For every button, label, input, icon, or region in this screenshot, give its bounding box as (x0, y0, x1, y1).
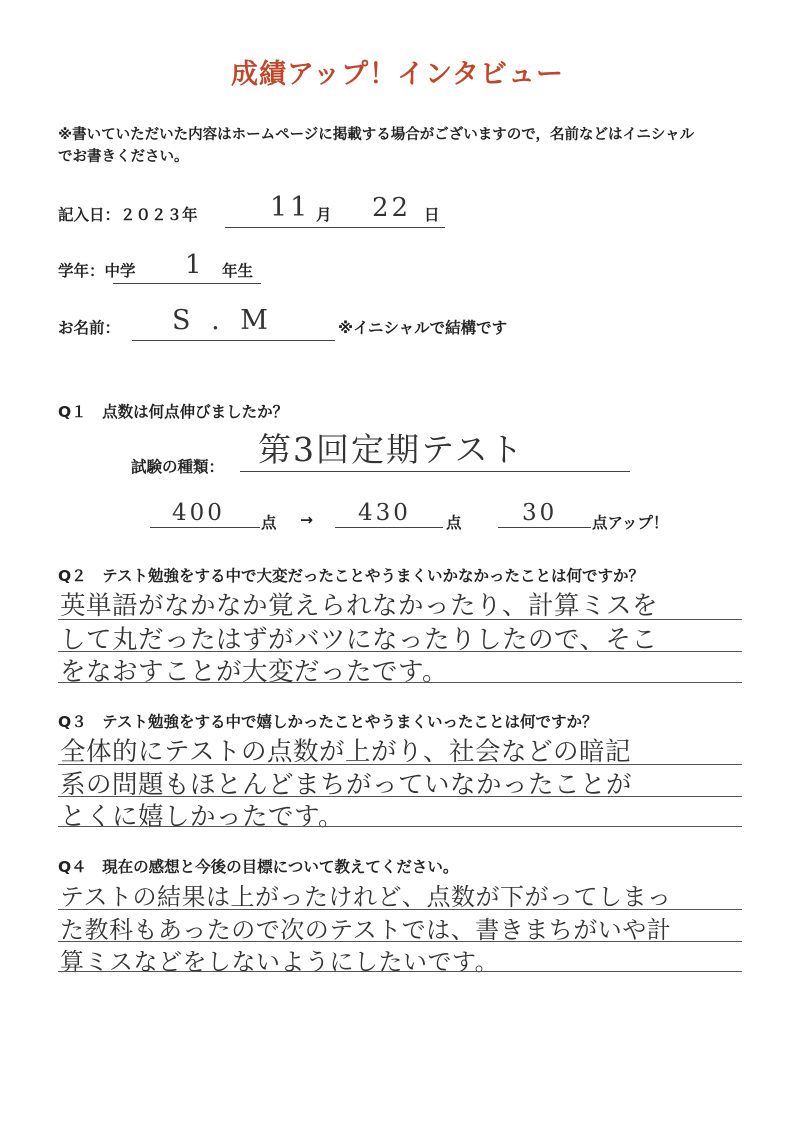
name-label: お名前： (58, 319, 121, 337)
q1-after-score: 430 (358, 500, 411, 526)
q1-after-unit: 点 (446, 514, 462, 532)
q1-exam-label: 試験の種類： (131, 458, 225, 476)
q1-gain-unit: 点アップ！ (592, 514, 669, 532)
entry-date-day-unit: 日 (424, 206, 440, 224)
q1-gain-underline (498, 527, 591, 528)
entry-date-month-unit: 月 (316, 206, 332, 224)
grade-value: 1 (185, 250, 205, 280)
q3-question: Q３ テスト勉強をする中で嬉しかったことやうまくいったことは何ですか？ (58, 713, 598, 731)
q4-answer-line-2: た教科もあったので次のテストでは、書きまちがいや計 (60, 916, 672, 944)
notice-line-2: でお書きください。 (58, 149, 189, 165)
entry-date-underline (225, 227, 445, 228)
grade-label: 学年：中学 (58, 262, 136, 280)
entry-date-day: 22 (372, 193, 412, 223)
q2-rule-3 (58, 682, 742, 683)
q3-answer-line-3: とくに嬉しかったです。 (60, 802, 344, 832)
q1-gain: 30 (522, 500, 558, 526)
q3-answer-line-1: 全体的にテストの点数が上がり、社会などの暗記 (60, 737, 631, 767)
notice-line-1: ※書いていただいた内容はホームページに掲載する場合がございますので，名前などはイニシャル (58, 127, 695, 143)
entry-date-label: 記入日：２０２３年 (58, 206, 198, 224)
q2-question: Q２ テスト勉強をする中で大変だったことやうまくいかなかったことは何ですか？ (58, 567, 645, 585)
q4-answer-line-3: 算ミスなどをしないようにしたいです。 (60, 948, 500, 976)
q1-exam-underline (240, 471, 630, 472)
q1-before-unit: 点 (261, 514, 277, 532)
entry-date-month: 11 (270, 192, 311, 223)
notice (58, 124, 748, 168)
q2-answer-line-1: 英単語がなかなか覚えられなかったり、計算ミスを (60, 591, 659, 621)
q2-answer-line-3: をなおすことが大変だったです。 (60, 657, 448, 687)
q1-after-underline (335, 527, 443, 528)
q3-answer-line-2: 系の問題もほとんどまちがっていなかったことが (60, 770, 633, 800)
q1-before-underline (150, 527, 260, 528)
name-underline (132, 340, 335, 341)
page-title: 成績アップ！インタビュー (230, 59, 565, 90)
q1-question: Q１ 点数は何点伸びましたか？ (58, 403, 289, 421)
q1-arrow: → (300, 511, 313, 529)
grade-unit: 年生 (222, 262, 254, 280)
q3-rule-3 (58, 826, 742, 827)
name-value: S . M (172, 305, 274, 336)
q4-question: Q４ 現在の感想と今後の目標について教えてください。 (58, 858, 459, 876)
q4-rule-3 (58, 971, 742, 972)
q4-answer-line-1: テストの結果は上がったけれど、点数が下がってしまっ (60, 883, 672, 911)
q1-exam-value: 第3回定期テスト (258, 430, 525, 469)
name-note: ※イニシャルで結構です (338, 319, 508, 337)
q1-before-score: 400 (172, 500, 225, 526)
grade-underline (113, 283, 261, 284)
q2-answer-line-2: して丸だったはずがバツになったりしたので、そこ (60, 625, 658, 655)
